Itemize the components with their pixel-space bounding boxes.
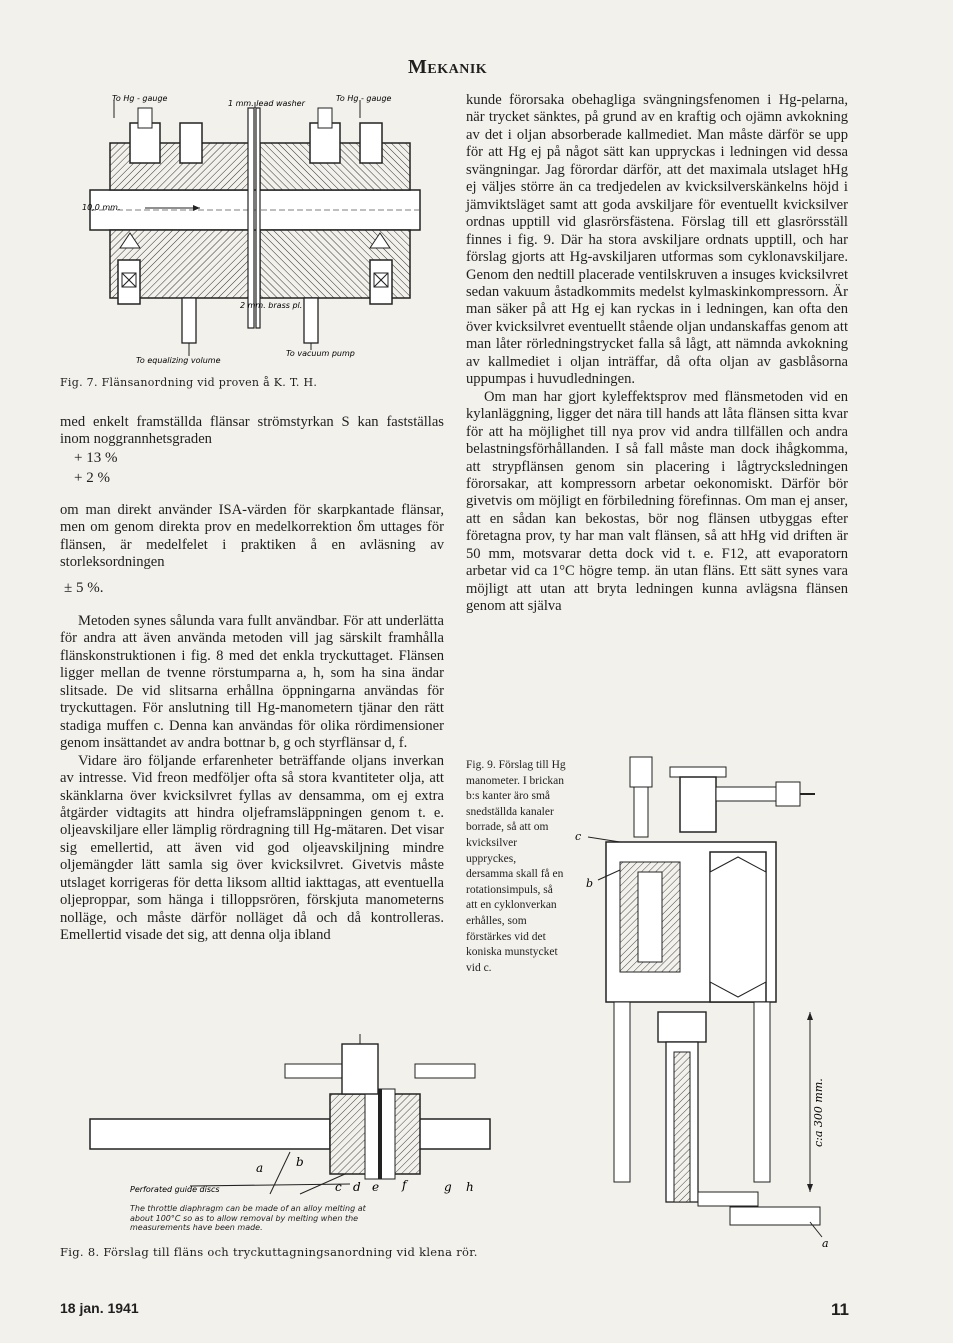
figure-9-manometer-drawing	[570, 752, 860, 1257]
formula-5: ± 5 %.	[64, 580, 104, 596]
fig8-letter-d: d	[353, 1180, 361, 1194]
fig8-letter-b: b	[296, 1155, 304, 1169]
fig9-label-c: c	[575, 830, 582, 843]
fig8-letter-a: a	[256, 1161, 264, 1175]
figure-7-caption: Fig. 7. Flänsanordning vid proven å K. T. H.	[60, 376, 318, 389]
fig9-dimension: c:a 300 mm.	[812, 1078, 825, 1147]
section-header: Mekanik	[408, 56, 488, 78]
fig7-label-vacuum: To vacuum pump	[286, 349, 355, 358]
right-column	[466, 92, 848, 616]
fig7-label-brass: 2 mm. brass pl.	[240, 301, 303, 310]
fig8-letter-c: c	[335, 1180, 342, 1194]
left-column-top	[60, 414, 444, 449]
fig7-label-hg-left: To Hg - gauge	[112, 94, 168, 103]
figure-9-caption-text: Fig. 9. Förslag till Hg manometer. I brickan b:s kanter äro små snedställda kanaler borrade, så att om kvicksilver uppryckes, dersamma skall få en rotationsimpuls, så att en cyklonverkan erhålles, som förstärkes vid det koniska munstycket vid c.	[466, 759, 566, 974]
page-number: 11	[831, 1300, 849, 1319]
fig7-label-diameter: 10,0 mm.	[82, 203, 121, 212]
fig8-letter-e: e	[372, 1180, 380, 1194]
fig8-throttle-note: The throttle diaphragm can be made of an alloy melting at about 100°C so as to allow removal by melting when the measurements have been made.	[130, 1204, 366, 1232]
paragraph: kunde förorsaka obehagliga svängningsfenomen i Hg-pelarna, när trycket sänktes, på grund av en kraftig och ojämn avkokning av det i oljan absorberade kallmediet. Man måste därför se upp för att Hg ej på något sätt kan uppryckas i ledningen vid dessa svängningar. Jag förordar därför, att det maximala utslaget hHg ej väljes större än ca tredjedelen av kvicksilverskänkelns höjd i jämviktsläget samt att goda avskiljare för eventuellt kvicksilver ordnas upptill vid glasrörsfästena. Förslag till ett glasrörsställ finnes i fig. 9. Där ha stora avskiljare ordnats upptill, och har förslag gjorts att Hg-avskiljaren utformas som cyklonavskiljare. Genom den nedtill placerade ventilskruven a insuges kvicksilvret sedan vakuum åstadkommits medelst kylmaskinkompressorn. Är man säker på att Hg ej kan ryckas in i ledningen, kan ofta den över kvicksilvret eventuellt stående oljan undanskaffas genom att man låter rörledningstrycket falla så lågt, att nämnda avkokning av kallmediet i oljan inträffar, då ofta oljan av gasblåsorna uppumpas i huvudledningen.	[466, 92, 848, 388]
paragraph: med enkelt framställda flänsar strömstyrkan S kan fastställas inom noggrannhetsgraden	[60, 414, 444, 448]
fig9-label-a: a	[822, 1237, 829, 1250]
figure-9-caption	[466, 758, 566, 976]
left-column-bottom	[60, 613, 444, 945]
paragraph: Vidare äro följande erfarenheter beträffande oljans inverkan av intresse. Vid freon medföljer ofta så stora kvantiteter olja, att skänklarna över kvicksilvret fyllas av densamma, om ej extra åtgärder vidtagits att hindra oljeframsläppningen genom t. e. oljeavskiljare eller lämplig rördragning till Hg-mätaren. Det visar sig emellertid, att även vid god oljeavskiljning mindre oljemängder lätt samla sig över kvicksilvret. Givetvis måste utslaget korrigeras för detta liksom alltid iakttagas, att eventuella oljeproppar, som hänga i tilloppsrören, förskjuta manometerns nolläge, och måste därför nolläget då och då kontrolleras. Emellertid visade det sig, att denna olja ibland	[60, 752, 444, 944]
paragraph: Metoden synes sålunda vara fullt användbar. För att underlätta för andra att även använda metoden vill jag särskilt framhålla flänskonstruktionen i fig. 8 med det enkla tryckuttaget. Flänsen ligger mellan de tvenne rörstumparna a, h, som ha sina ändar slitsade. De vid slitsarna erhållna öppningarna användas för tryckuttagen. För anslutning till Hg-manometern tjänar den rätt stadiga muffen c. Denna kan användas för olika rördimensioner genom insättandet av andra bottnar b, g och styrflänsar d, f.	[60, 613, 444, 752]
figure-8-caption: Fig. 8. Förslag till fläns och tryckuttagningsanordning vid klena rör.	[60, 1245, 478, 1259]
formula-13: + 13 %	[74, 450, 118, 466]
fig8-letter-f: f	[402, 1178, 407, 1192]
figure-7-flange-drawing	[60, 88, 450, 373]
fig8-perforated-label: Perforated guide discs	[130, 1185, 220, 1194]
fig7-label-equalizing: To equalizing volume	[136, 356, 221, 365]
paragraph: Om man har gjort kyleffektsprov med flänsmetoden vid en kylanläggning, ligger det nära till hands att låta flänsen sitta kvar för att ha möjlighet till nya prov vid andra tillfällen och andra belastningsförhållanden. I så fall måste man dock ihågkomma, att strypflänsen genom sin placering i lågtrycksledningen förorsakar, att kompressorn arbetar oekonomiskt. Därför bör givetvis om möjligt en förbiledning förefinnas. Om man ej anser, att en sådan kan bekostas, bör nog flänsen utbyggas efter företagna prov, ty har man valt flänsen, så att hHg vid driften är 50 mm, motsvarar detta dock vid t. e. F12, att evaporatorn arbetar vid ca 1°C högre temp. än utan fläns. Ett sätt synes vara möjligt att utan att bryta ledningen kunna avlägsna flänsen genom att själva	[466, 388, 848, 615]
footer-date: 18 jan. 1941	[60, 1300, 139, 1316]
fig7-label-hg-right: To Hg - gauge	[336, 94, 392, 103]
fig9-label-b: b	[586, 877, 594, 890]
fig7-label-washer: 1 mm. lead washer	[228, 99, 305, 108]
left-column-middle	[60, 502, 444, 572]
paragraph: om man direkt använder ISA-värden för skarpkantade flänsar, men om genom direkta prov en medelkorrektion δm uttages för flänsen, är medelfelet i praktiken å en avläsning av storleksordningen	[60, 502, 444, 571]
fig8-letter-g: g	[444, 1180, 452, 1194]
formula-2: + 2 %	[74, 470, 110, 486]
fig8-letter-h: h	[466, 1180, 474, 1194]
